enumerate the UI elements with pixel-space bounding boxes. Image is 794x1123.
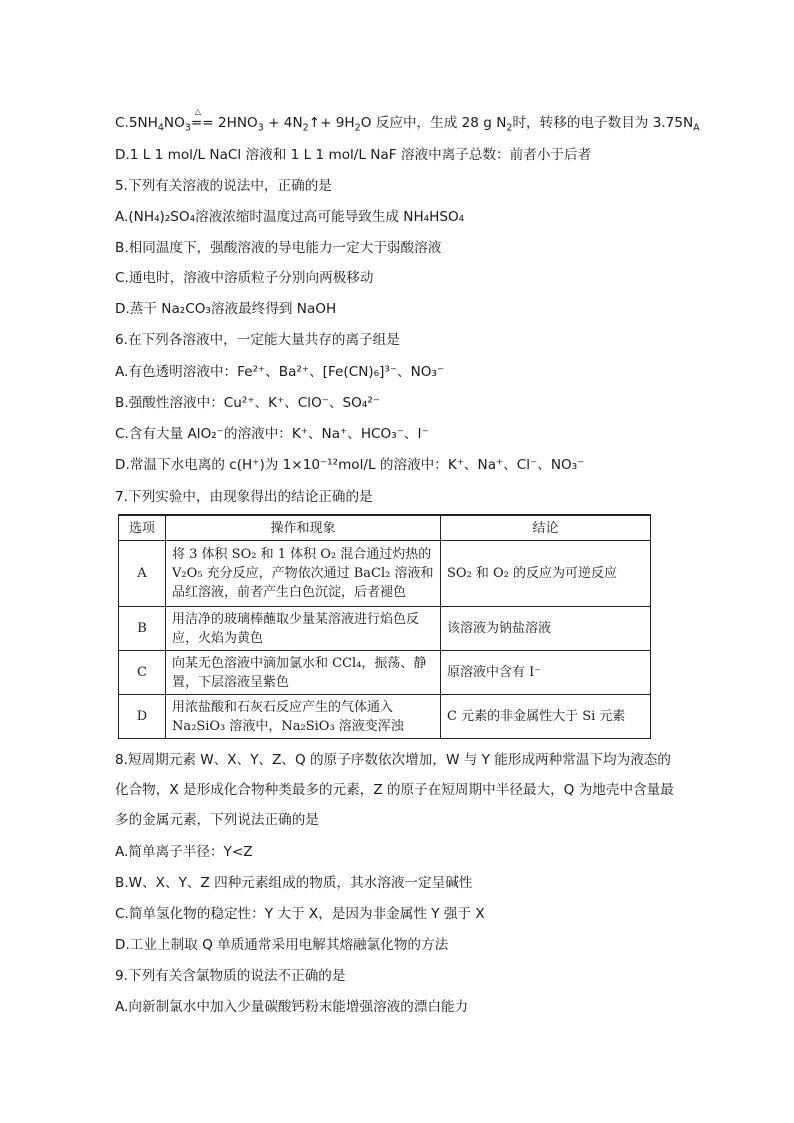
heat-symbol: △ bbox=[194, 107, 202, 116]
table-header-row bbox=[119, 515, 651, 541]
row-conclusion: SO₂ 和 O₂ 的反应为可逆反应 bbox=[441, 541, 651, 607]
q5-option-d: D.蒸干 Na₂CO₃溶液最终得到 NaOH bbox=[115, 301, 337, 317]
row-option: A bbox=[119, 541, 166, 607]
q8-option-a: A.简单离子半径：Y<Z bbox=[115, 844, 253, 860]
q7-table bbox=[118, 514, 651, 739]
q6-option-b: B.强酸性溶液中：Cu²⁺、K⁺、ClO⁻、SO₄²⁻ bbox=[115, 395, 380, 411]
header-operation: 操作和现象 bbox=[166, 515, 441, 541]
table-row bbox=[119, 651, 651, 695]
text: ↑+ 9H bbox=[308, 115, 355, 131]
row-option: D bbox=[119, 695, 166, 739]
heat-condition bbox=[190, 107, 258, 133]
row-conclusion: 该溶液为钠盐溶液 bbox=[441, 607, 651, 651]
row-operation: 将 3 体积 SO₂ 和 1 体积 O₂ 混合通过灼热的 V₂O₅ 充分反应，产物依次通过 BaCl₂ 溶液和品红溶液，前者产生白色沉淀，后者褪色 bbox=[166, 541, 441, 607]
q4-option-d: D.1 L 1 mol/L NaCl 溶液和 1 L 1 mol/L NaF 溶液中离子总数：前者小于后者 bbox=[115, 147, 592, 163]
text: + 4N bbox=[263, 115, 303, 131]
q8-option-d: D.工业上制取 Q 单质通常采用电解其熔融氯化物的方法 bbox=[115, 937, 449, 953]
q6-option-a: A.有色透明溶液中：Fe²⁺、Ba²⁺、[Fe(CN)₆]³⁻、NO₃⁻ bbox=[115, 364, 445, 380]
q5-stem: 5.下列有关溶液的说法中，正确的是 bbox=[115, 178, 332, 194]
row-conclusion: C 元素的非金属性大于 Si 元素 bbox=[441, 695, 651, 739]
q6-option-c: C.含有大量 AlO₂⁻的溶液中：K⁺、Na⁺、HCO₃⁻、I⁻ bbox=[115, 426, 429, 442]
q9-option-a: A.向新制氯水中加入少量碳酸钙粉末能增强溶液的漂白能力 bbox=[115, 999, 469, 1015]
row-option: C bbox=[119, 651, 166, 695]
row-conclusion: 原溶液中含有 I⁻ bbox=[441, 651, 651, 695]
q8-option-c: C.简单氢化物的稳定性：Y 大于 X，是因为非金属性 Y 强于 X bbox=[115, 906, 485, 922]
row-option: B bbox=[119, 607, 166, 651]
text: C.5NH bbox=[115, 115, 158, 131]
header-conclusion: 结论 bbox=[441, 515, 651, 541]
q4-option-c: $C.5NH_4NO_3$ △ == $2HNO_3$ + $4N_2↑+ 9H_2O$ 反应中，生成 28 g $N_2$时，转移的电子数目为 $3.75N_A$ bbox=[115, 113, 700, 133]
row-operation: 用浓盐酸和石灰石反应产生的气体通入 Na₂SiO₃ 溶液中，Na₂SiO₃ 溶液变浑浊 bbox=[166, 695, 441, 739]
table-row bbox=[119, 607, 651, 651]
q8-stem-line2: 化合物，X 是形成化合物种类最多的元素，Z 的原子在短周期中半径最大，Q 为地壳中含量最 bbox=[115, 782, 674, 798]
q8-stem-line1: 8.短周期元素 W、X、Y、Z、Q 的原子序数依次增加，W 与 Y 能形成两种常温下均为液态的 bbox=[115, 752, 671, 768]
q7-stem: 7.下列实验中，由现象得出的结论正确的是 bbox=[115, 489, 373, 505]
text: == 2HNO bbox=[190, 115, 258, 131]
q5-option-b: B.相同温度下，强酸溶液的导电能力一定大于弱酸溶液 bbox=[115, 240, 442, 256]
q6-option-d: D.常温下水电离的 c(H⁺)为 1×10⁻¹²mol/L 的溶液中：K⁺、Na⁺、Cl⁻、NO₃⁻ bbox=[115, 457, 585, 473]
row-operation: 向某无色溶液中滴加氯水和 CCl₄，振荡、静置，下层溶液呈紫色 bbox=[166, 651, 441, 695]
row-operation: 用洁净的玻璃棒蘸取少量某溶液进行焰色反应，火焰为黄色 bbox=[166, 607, 441, 651]
q9-stem: 9.下列有关含氯物质的说法不正确的是 bbox=[115, 968, 346, 984]
q5-option-a: A.(NH₄)₂SO₄溶液浓缩时温度过高可能导致生成 NH₄HSO₄ bbox=[115, 209, 465, 225]
header-option: 选项 bbox=[119, 515, 166, 541]
q8-option-b: B.W、X、Y、Z 四种元素组成的物质，其水溶液一定呈碱性 bbox=[115, 875, 473, 891]
text: 时，转移的电子数目为 3.75N bbox=[512, 115, 694, 131]
q6-stem: 6.在下列各溶液中，一定能大量共存的离子组是 bbox=[115, 332, 400, 348]
text: O 反应中，生成 28 g N bbox=[360, 115, 507, 131]
text: NO bbox=[163, 115, 185, 131]
q5-option-c: C.通电时，溶液中溶质粒子分别向两极移动 bbox=[115, 270, 374, 286]
table-row bbox=[119, 695, 651, 739]
q8-stem-line3: 多的金属元素，下列说法正确的是 bbox=[115, 812, 319, 828]
table-row bbox=[119, 541, 651, 607]
text: A bbox=[693, 122, 700, 134]
